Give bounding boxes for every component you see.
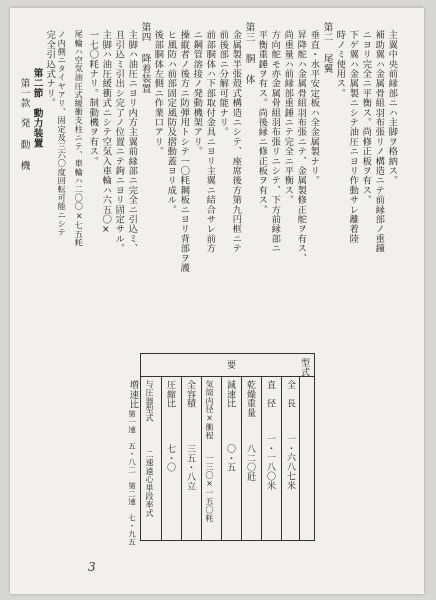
text-column: 昇降舵ハ金属骨組羽布張ニテ、金属製修正舵ヲ有ス、 (295, 30, 307, 263)
section-heading: 第四 降着装置 (139, 22, 151, 94)
table-value: 三五・八立 (185, 444, 195, 491)
table-divider (261, 376, 262, 540)
table-label: 与圧器型式 (145, 380, 154, 422)
document-page (10, 8, 424, 594)
table-label: 気筒内径×衝程 (205, 380, 214, 440)
text-column: 主脚ハ油圧ニヨリ内方主翼前縁部ニ完全ニ引込ミ、 (126, 30, 138, 254)
table-label: 直 径 (265, 380, 275, 409)
text-column: 金属製半張殻式構造ニシテ、座席後方第九円框ニテ (230, 30, 242, 254)
text-column: 後部胴体左側ニ作業口アリ。 (152, 30, 164, 157)
text-column: 平衡重錘ヲ有ス。尚後縁ニ修正板ヲ有ス。 (256, 30, 268, 215)
text-column: 尾輪ハ空気油圧式緩衝支柱ニテ、車輪ハ二〇〇×七五粍 (74, 30, 85, 247)
text-column: ニヨリ完全ニ平衡ス。尚修正板ヲ有ス。 (360, 30, 372, 205)
table-value: 〇・五 (225, 444, 235, 473)
table-value: 一三〇×一五〇粍 (205, 454, 214, 523)
table-divider (221, 376, 222, 540)
table-value: 第一速 五・八二 第二速 七・九五 (127, 410, 137, 546)
text-column: 前部胴体ハ下部取付金具ニヨリ主翼ニ結合サレ前方 (204, 30, 216, 254)
section-heading: 第二 尾翼 (321, 22, 333, 74)
text-column: ノ内側ニタイヤアリ、固定及三六〇度回転可能ニシテ (57, 30, 68, 237)
table-header-mid: 要 (225, 360, 235, 370)
page-number: 3 (88, 560, 96, 574)
table-label: 圧縮比 (165, 380, 175, 409)
table-value: 八二〇瓩 (245, 444, 255, 482)
text-column: 方向舵モ亦金属骨組羽布張リニシテ、下方前縁部ニ (269, 30, 281, 254)
table-divider (141, 376, 314, 377)
section-title: 第二節 動力装置 (31, 68, 43, 148)
section-heading: 第三 胴 体 (243, 22, 255, 85)
text-column: ニ鋼管溶接ノ発動機架アリ。 (191, 30, 203, 157)
table-header-label: 型式 (299, 358, 309, 377)
text-column: 主翼中央前縁部ニハ主脚ヲ格納ス。 (386, 30, 398, 186)
table-divider (299, 376, 300, 540)
subsection-title: 第一款 発 動 機 (18, 78, 30, 171)
text-column: 且引込ミ引出シ完了ノ位置ニテ鉤ニヨリ固定サル。 (113, 30, 125, 254)
table-label: 増速比 (127, 380, 139, 410)
text-column: 完全引込式ナリ。 (44, 30, 56, 108)
table-divider (161, 376, 162, 540)
text-column: 時ノミ使用ス。 (334, 30, 346, 98)
table-divider (241, 376, 242, 540)
table-value: 一・六八七米 (285, 434, 295, 491)
text-column: 一七〇粍ナリ。制動機ヲ有ス。 (87, 30, 99, 166)
table-label: 減速比 (225, 380, 235, 409)
table-value: 二速遠心単段率式 (145, 450, 154, 518)
table-divider (281, 376, 282, 540)
table-divider (181, 376, 182, 540)
table-label: 全容積 (185, 380, 195, 409)
text-column: 尚重量ハ前縁部重錘ニテ完全ニ平衡ス。 (282, 30, 294, 205)
table-label: 全 長 (285, 380, 295, 409)
text-column: 前後部ニ分解可能ナリ。 (217, 30, 229, 137)
table-value: 七・〇 (165, 444, 175, 473)
text-column: 主脚ハ油圧緩衝式ニシテ空気入車輪ハ六五〇× (100, 30, 112, 236)
text-column: 操縦者ノ後方ニ防弾用トシテ一〇粍鋼板ニヨリ背部ヲ護 (178, 30, 190, 273)
text-column: 補助翼ハ金属骨組羽布張リノ構造ニテ前縁部ノ重鐘 (373, 30, 385, 254)
text-column: 垂直・水平安定板ハ全金属製ナリ。 (308, 30, 320, 186)
text-column: 下ゲ翼ハ金属製ニシテ油圧ニヨリ作動サレ離着陸 (347, 30, 359, 244)
table-label: 乾燥重量 (245, 380, 255, 418)
table-divider (201, 376, 202, 540)
text-column: ヒ風防ハ前部固定風防及摺動蓋ヨリ成ル。 (165, 30, 177, 215)
table-value: 一・一八〇米 (265, 434, 275, 491)
spec-table (140, 353, 315, 541)
